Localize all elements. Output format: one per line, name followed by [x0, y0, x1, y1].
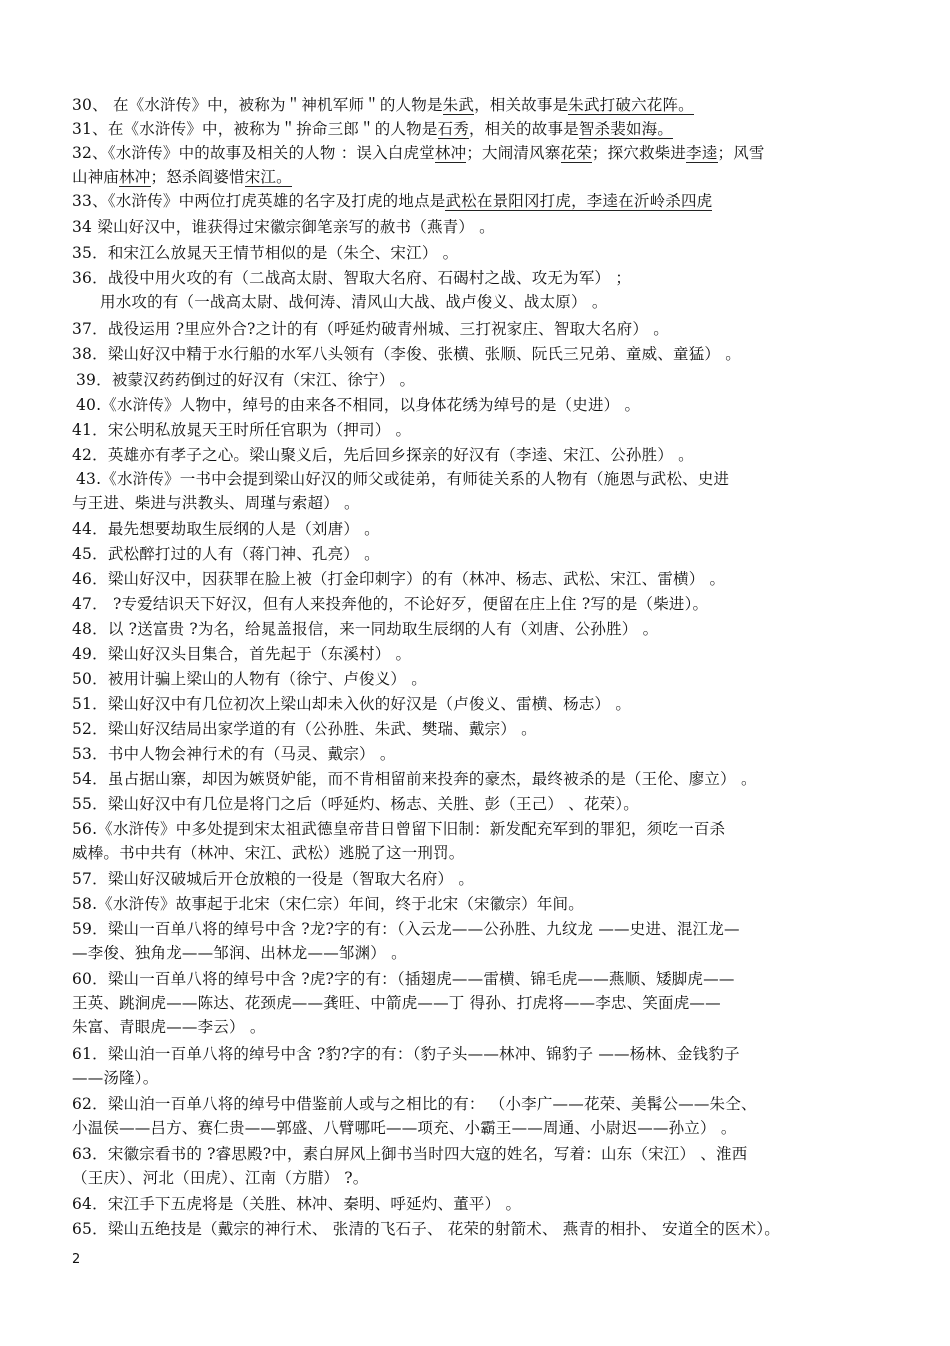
text-line — [76, 394, 640, 416]
text-segment: 46．梁山好汉中，因获罪在脸上被（打金印刺字）的有（林冲、杨志、武松、宋江、雷横） 。 — [72, 570, 726, 588]
text-segment: 44．最先想要劫取生辰纲的人是（刘唐） 。 — [72, 520, 380, 538]
text-segment: 33、《水浒传》中两位打虎英雄的名字及打虎的地点是 — [72, 192, 446, 210]
text-segment: 用水攻的有（一战高太尉、战何涛、清风山大战、战卢俊义、战太原） 。 — [100, 293, 608, 311]
text-line — [76, 468, 729, 490]
text-line — [72, 118, 673, 140]
text-segment: 47． ?专爱结识天下好汉，但有人来投奔他的，不论好歹，便留在庄上住 ?写的是（柴进）。 — [72, 595, 709, 613]
text-segment: 小温侯——吕方、赛仁贵——郭盛、八臂哪吒——项充、小霸王——周通、小尉迟——孙立） 。 — [72, 1119, 737, 1137]
text-line — [72, 743, 396, 765]
underlined-answer: 朱武 — [442, 96, 475, 114]
text-segment: 49．梁山好汉头目集合，首先起于（东溪村） 。 — [72, 645, 412, 663]
text-segment: 51．梁山好汉中有几位初次上梁山却未入伙的好汉是（卢俊义、雷横、杨志） 。 — [72, 695, 632, 713]
text-segment: 45．武松醉打过的人有（蒋门神、孔亮） 。 — [72, 545, 380, 563]
text-line — [72, 818, 725, 840]
text-line — [72, 1167, 368, 1189]
text-line — [72, 868, 474, 890]
text-segment: 65．梁山五绝技是（戴宗的神行术、 张清的飞石子、 花荣的射箭术、 燕青的相扑、 安道全的医术）。 — [72, 1220, 780, 1238]
text-line — [72, 768, 757, 790]
text-line — [72, 190, 712, 212]
text-line — [72, 543, 380, 565]
text-line — [72, 992, 721, 1014]
text-line — [72, 668, 427, 690]
text-line — [72, 166, 292, 188]
text-segment: 40.《水浒传》人物中，绰号的由来各不相同，以身体花绣为绰号的是（史进） 。 — [76, 396, 641, 414]
text-line — [72, 893, 584, 915]
text-line — [72, 518, 380, 540]
text-line — [72, 793, 639, 815]
text-segment: ；探穴救柴进 — [591, 144, 687, 162]
text-segment: 31、在《水浒传》中，被称为＂拚命三郎＂的人物是 — [72, 120, 438, 138]
text-segment: 55．梁山好汉中有几位是将门之后（呼延灼、杨志、关胜、彭（王己） 、花荣）。 — [72, 795, 640, 813]
text-segment: （王庆）、河北（田虎）、江南（方腊） ?。 — [72, 1169, 369, 1187]
text-segment: ；大闹清风寨 — [466, 144, 561, 162]
text-line — [72, 918, 740, 940]
text-line — [72, 593, 708, 615]
text-line — [72, 942, 407, 964]
text-line — [72, 419, 411, 441]
text-segment: 63．宋徽宗看书的 ?睿思殿?中，素白屏风上御书当时四大寇的姓名，写着：山东（宋江） 、淮西 — [72, 1145, 748, 1163]
text-segment: 42．英雄亦有孝子之心。梁山聚义后，先后回乡探亲的好汉有（李逵、宋江、公孙胜） 。 — [72, 446, 694, 464]
text-segment: 王英、跳涧虎——陈达、花颈虎——龚旺、中箭虎——丁 得孙、打虎将——李忠、笑面虎—— — [72, 994, 721, 1012]
text-segment: 39．被蒙汉药药倒过的好汉有（宋江、徐宁） 。 — [76, 371, 416, 389]
text-line — [72, 643, 411, 665]
text-line — [72, 444, 694, 466]
text-line — [100, 291, 608, 313]
underlined-answer: 林冲 — [434, 144, 467, 162]
text-line — [72, 94, 694, 116]
underlined-answer: 朱武打破六花阵。 — [568, 96, 694, 114]
underlined-answer: 石秀 — [437, 120, 469, 138]
text-segment: 61．梁山泊一百单八将的绰号中含 ?豹?字的有：（豹子头——林冲、锦豹子 ——杨林、金钱豹子 — [72, 1045, 740, 1063]
text-segment: 36．战役中用火攻的有（二战高太尉、智取大名府、石碣村之战、攻无为军） ； — [72, 269, 632, 287]
text-segment: 54．虽占据山寨，却因为嫉贤妒能，而不肯相留前来投奔的豪杰，最终被杀的是（王伦、廖立） 。 — [72, 770, 757, 788]
text-line — [72, 1143, 747, 1165]
text-segment: 56.《水浒传》中多处提到宋太祖武德皇帝昔日曾留下旧制：新发配充军到的罪犯，须吃一百杀 — [72, 820, 726, 838]
text-line — [72, 618, 658, 640]
underlined-answer: 武松在景阳冈打虎，李逵在沂岭杀四虎 — [445, 192, 713, 210]
text-segment: 59．梁山一百单八将的绰号中含 ?龙?字的有：（入云龙——公孙胜、九纹龙 ——史进、混江龙— — [72, 920, 740, 938]
text-segment: 62．梁山泊一百单八将的绰号中借鉴前人或与之相比的有： （小李广——花荣、美髯公——朱仝、 — [72, 1095, 757, 1113]
page-number: 2 — [72, 1252, 81, 1267]
text-segment: 48．以 ?送富贵 ?为名，给晁盖报信，来一同劫取生辰纲的人有（刘唐、公孙胜） 。 — [72, 620, 659, 638]
text-segment: 53．书中人物会神行术的有（马灵、戴宗） 。 — [72, 745, 396, 763]
text-segment: 32、《水浒传》中的故事及相关的人物 ：误入白虎堂 — [72, 144, 435, 162]
underlined-answer: 智杀裴如海。 — [578, 120, 674, 138]
text-segment: 50．被用计骗上梁山的人物有（徐宁、卢俊义） 。 — [72, 670, 427, 688]
text-segment: ，相关故事是 — [474, 96, 569, 114]
text-line — [72, 1093, 757, 1115]
text-segment: 山神庙 — [72, 168, 120, 186]
text-line — [72, 318, 669, 340]
text-segment: 朱富、青眼虎——李云） 。 — [72, 1018, 266, 1036]
text-line — [72, 242, 458, 264]
text-line — [72, 842, 465, 864]
text-line — [72, 267, 631, 289]
text-segment: 威棒。书中共有（林冲、宋江、武松）逃脱了这一刑罚。 — [72, 844, 465, 862]
text-segment: 57．梁山好汉破城后开仓放粮的一役是（智取大名府） 。 — [72, 870, 475, 888]
text-segment: 35．和宋江么放晁天王情节相似的是（朱仝、宋江） 。 — [72, 244, 459, 262]
text-segment: 38．梁山好汉中精于水行船的水军八头领有（李俊、张横、张顺、阮氏三兄弟、童威、童猛） 。 — [72, 345, 741, 363]
text-line — [72, 492, 360, 514]
underlined-answer: 林冲 — [119, 168, 151, 186]
text-line — [72, 1043, 740, 1065]
underlined-answer: 花荣 — [560, 144, 592, 162]
text-segment: 41．宋公明私放晁天王时所任官职为（押司） 。 — [72, 421, 412, 439]
text-line — [72, 968, 735, 990]
text-segment: 与王进、柴进与洪教头、周瑾与索超） 。 — [72, 494, 360, 512]
text-line — [76, 369, 415, 391]
text-segment: ；风雪 — [717, 144, 765, 162]
text-segment: 37．战役运用 ?里应外合?之计的有（呼延灼破青州城、三打祝家庄、智取大名府） 。 — [72, 320, 669, 338]
text-line — [72, 718, 537, 740]
text-line — [72, 216, 495, 238]
text-segment: 58.《水浒传》故事起于北宋（宋仁宗）年间，终于北宋（宋徽宗）年间。 — [72, 895, 584, 913]
text-segment: 64．宋江手下五虎将是（关胜、林冲、秦明、呼延灼、董平） 。 — [72, 1195, 522, 1213]
text-segment: 43.《水浒传》一书中会提到梁山好汉的师父或徒弟，有师徒关系的人物有（施恩与武松、史进 — [76, 470, 730, 488]
text-segment: —李俊、独角龙——邹润、出林龙——邹渊） 。 — [72, 944, 407, 962]
underlined-answer: 李逵 — [686, 144, 718, 162]
text-line — [72, 142, 765, 164]
text-segment: ；怒杀阎婆惜 — [150, 168, 245, 186]
text-line — [72, 1016, 266, 1038]
text-segment: ——汤隆）。 — [72, 1069, 159, 1087]
text-line — [72, 693, 631, 715]
text-segment: 60．梁山一百单八将的绰号中含 ?虎?字的有：（插翅虎——雷横、锦毛虎——燕顺、矮脚虎—— — [72, 970, 735, 988]
text-segment: ，相关的故事是 — [468, 120, 579, 138]
text-line — [72, 568, 725, 590]
text-line — [72, 343, 741, 365]
text-segment: 34 梁山好汉中，谁获得过宋徽宗御笔亲写的赦书（燕青） 。 — [72, 218, 495, 236]
text-line — [72, 1067, 158, 1089]
text-line — [72, 1218, 780, 1240]
text-segment: 52．梁山好汉结局出家学道的有（公孙胜、朱武、樊瑞、戴宗） 。 — [72, 720, 537, 738]
text-line — [72, 1193, 521, 1215]
text-line — [72, 1117, 737, 1139]
text-segment: 30、 在《水浒传》中，被称为＂神机军师＂的人物是 — [72, 96, 443, 114]
underlined-answer: 宋江。 — [244, 168, 292, 186]
